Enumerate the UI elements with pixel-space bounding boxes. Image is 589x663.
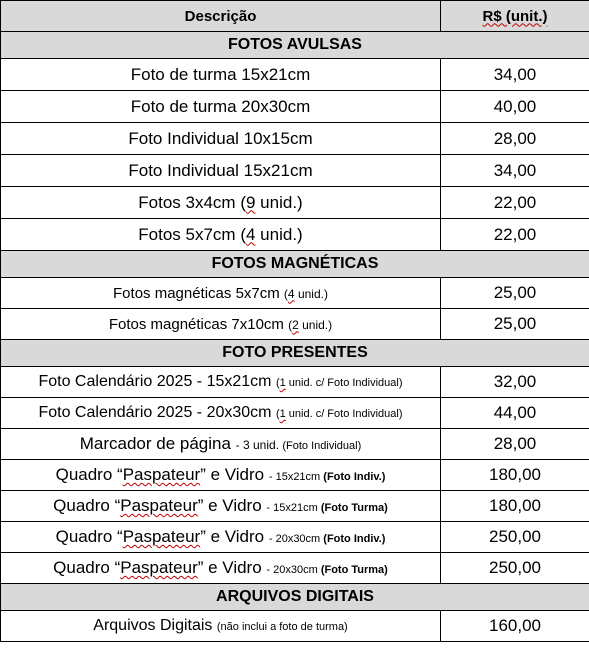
row-description [1,309,441,340]
desc-text: unid.) [255,224,303,244]
section-title: FOTO PRESENTES [1,340,589,367]
header-preco [441,1,589,32]
table-row [1,611,589,642]
note-text: unid.) [294,286,328,301]
row-description [1,553,441,584]
section-avulsas [1,32,589,59]
header-preco-text: R$ (unit.) [482,7,548,25]
note-text: ( [275,377,280,389]
row-description [1,491,441,522]
desc-type: (Foto Turma) [320,502,388,514]
desc-text: Quadro “ [53,496,121,515]
note-text: unid. c/ Foto Individual) [285,377,403,389]
table-row [1,553,589,584]
section-presentes [1,340,589,367]
row-price: 250,00 [441,553,589,584]
desc-text: Marcador de página [79,434,236,453]
row-description [1,398,441,429]
desc-size: - 15x21cm [266,502,321,514]
desc-text: ” e Vidro [200,465,269,484]
row-description: Foto Individual 15x21cm [1,155,441,187]
desc-quantity: - 3 unid. [235,438,283,452]
table-header-row [1,1,589,32]
row-price: 28,00 [441,429,589,460]
row-price: 180,00 [441,460,589,491]
row-description [1,219,441,251]
table-row [1,429,589,460]
row-price: 32,00 [441,367,589,398]
row-price: 34,00 [441,59,589,91]
row-description [1,522,441,553]
desc-text: Paspateur [120,558,198,577]
row-price: 25,00 [441,278,589,309]
desc-text: Fotos magnéticas 5x7cm [113,284,284,302]
desc-text: ” e Vidro [200,527,269,546]
desc-note: (não inclui a foto de turma) [216,621,348,633]
desc-text: Paspateur [122,527,201,546]
desc-text: Quadro “ [55,465,123,484]
row-price: 22,00 [441,219,589,251]
row-description: Foto Individual 10x15cm [1,123,441,155]
table-row [1,59,589,91]
desc-text: Fotos magnéticas 7x10cm [108,315,289,333]
desc-note [288,318,332,332]
row-description [1,429,441,460]
note-quantity: 4 [287,286,295,301]
row-description [1,278,441,309]
desc-text: Arquivos Digitais [93,617,217,634]
desc-text: Fotos 3x4cm ( [138,192,246,212]
row-price: 28,00 [441,123,589,155]
row-price: 34,00 [441,155,589,187]
header-descricao: Descrição [1,1,441,32]
desc-text: Quadro “ [53,558,121,577]
desc-note [276,377,403,389]
table-row [1,219,589,251]
row-price: 180,00 [441,491,589,522]
desc-text: Fotos 5x7cm ( [138,224,246,244]
desc-quantity: 4 [245,224,256,244]
note-text: unid.) [298,317,333,332]
table-row [1,91,589,123]
section-magneticas [1,251,589,278]
desc-size: - 20x30cm [266,564,321,576]
desc-text: ” e Vidro [197,558,267,577]
table-row [1,123,589,155]
note-text: unid. c/ Foto Individual) [285,408,403,420]
table-row [1,367,589,398]
row-description [1,187,441,219]
table-row [1,309,589,340]
desc-text: Foto Calendário 2025 - 15x21cm [38,373,276,390]
section-title: FOTOS MAGNÉTICAS [1,251,589,278]
row-price: 160,00 [441,611,589,642]
table-row [1,278,589,309]
row-price: 40,00 [441,91,589,123]
table-row [1,155,589,187]
row-price: 44,00 [441,398,589,429]
note-text: ( [275,408,280,420]
table-row [1,460,589,491]
desc-text: Paspateur [120,496,198,515]
row-description: Foto de turma 20x30cm [1,91,441,123]
desc-text: unid.) [255,192,303,212]
row-description [1,611,441,642]
desc-text: Paspateur [122,465,201,484]
desc-quantity: 9 [245,192,256,212]
desc-size: - 15x21cm [268,471,324,483]
row-price: 22,00 [441,187,589,219]
row-price: 250,00 [441,522,589,553]
table-row [1,398,589,429]
desc-note: (Foto Individual) [282,440,362,452]
desc-type: (Foto Turma) [320,564,388,576]
note-quantity: 1 [279,377,286,389]
section-title: FOTOS AVULSAS [1,32,589,59]
desc-type: (Foto Indiv.) [323,471,386,483]
table-row [1,491,589,522]
row-price: 25,00 [441,309,589,340]
section-title: ARQUIVOS DIGITAIS [1,584,589,611]
table-row [1,522,589,553]
note-text: ( [283,286,288,301]
desc-note [276,408,403,420]
desc-text: Foto Calendário 2025 - 20x30cm [38,404,276,421]
desc-text: Quadro “ [55,527,123,546]
note-text: ( [288,317,293,332]
note-quantity: 2 [292,317,299,332]
row-description [1,460,441,491]
desc-text: ” e Vidro [197,496,267,515]
desc-note [284,287,328,301]
row-description [1,367,441,398]
desc-type: (Foto Indiv.) [323,533,386,545]
table-row [1,187,589,219]
row-description: Foto de turma 15x21cm [1,59,441,91]
desc-size: - 20x30cm [268,533,324,545]
section-digitais [1,584,589,611]
note-quantity: 1 [279,408,286,420]
